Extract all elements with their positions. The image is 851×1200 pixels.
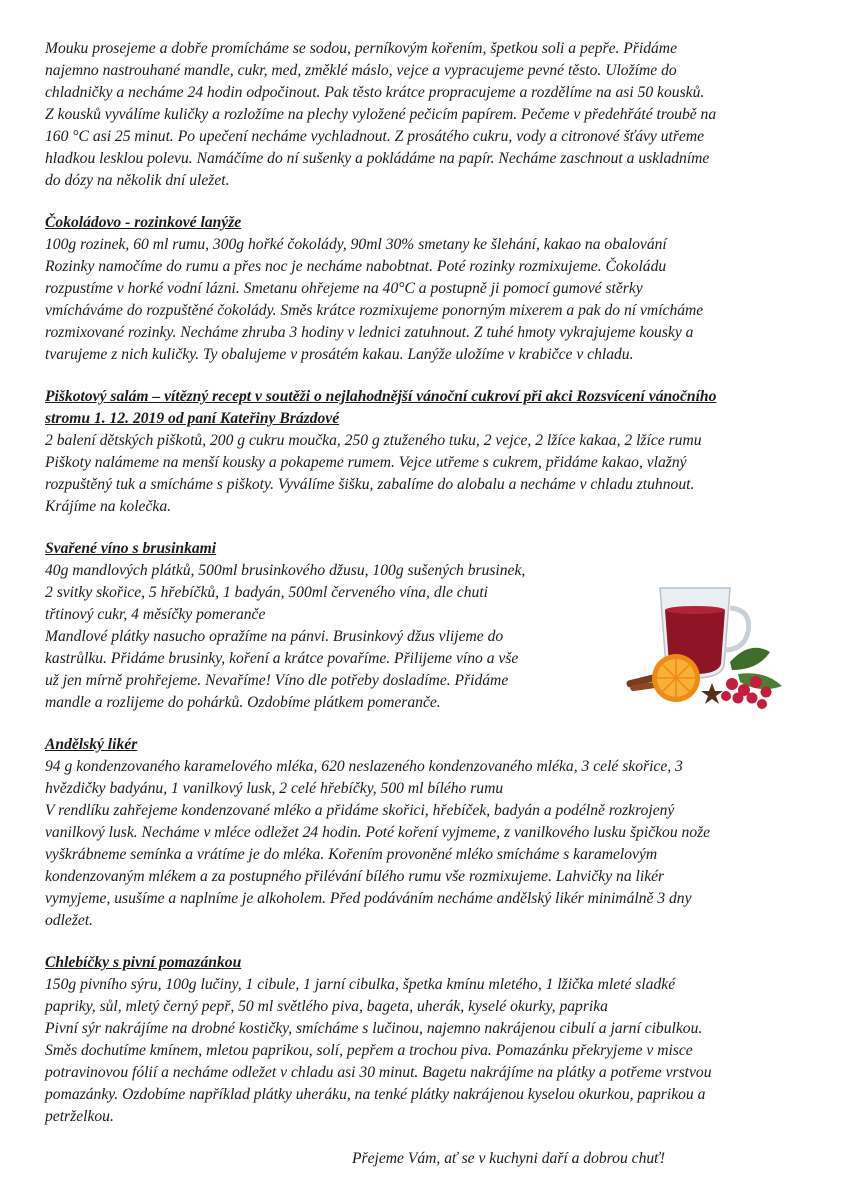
text-line: vmícháváme do rozpuštěné čokolády. Směs krátce rozmixujeme ponorným mixerem a pak do ní vmícháme — [45, 302, 704, 319]
text-line: vanilkový lusk. Necháme v mléce odležet 24 hodin. Poté koření vyjmeme, z vanilkového lusku špičkou nože — [45, 824, 711, 841]
text-line: Z kousků vyválíme kuličky a rozložíme na plechy vyložené pečicím papírem. Pečeme v předehřáté troubě na — [45, 106, 717, 123]
recipe-mulled-wine — [45, 538, 791, 714]
text-line: Mouku prosejeme a dobře promícháme se sodou, perníkovým kořením, špetkou soli a pepře. Přidáme — [45, 40, 677, 57]
text-line: odležet. — [45, 912, 94, 929]
text-line: 94 g kondenzovaného karamelového mléka, 620 neslazeného kondenzovaného mléka, 3 celé skořice, 3 — [45, 758, 683, 775]
text-line: 100g rozinek, 60 ml rumu, 300g hořké čokolády, 90ml 30% smetany ke šlehání, kakao na obalování — [45, 236, 667, 253]
recipe-truffles — [45, 212, 791, 366]
text-line: Krájíme na kolečka. — [45, 498, 172, 515]
text-line: papriky, sůl, mletý černý pepř, 50 ml světlého piva, bageta, uherák, kyselé okurky, paprika — [45, 998, 608, 1015]
star-anise — [701, 683, 723, 704]
recipe-title: Piškotový salám – vítězný recept v soutěži o nejlahodnější vánoční cukroví při akci Rozsvícení vánočního — [45, 388, 717, 405]
text-line: pomazánky. Ozdobíme například plátky uheráku, na tenké plátky nakrájenou kyselou okurkou, paprikou a — [45, 1086, 706, 1103]
text-line: hladkou lesklou polevu. Namáčíme do ní sušenky a pokládáme na papír. Necháme zaschnout a uskladníme — [45, 150, 710, 167]
text-line: mandle a rozlijeme do pohárků. Ozdobíme plátkem pomeranče. — [45, 694, 441, 711]
text-line: rozpustíme v horké vodní lázni. Smetanu ohřejeme na 40°C a postupně ji pomocí gumové stěrky — [45, 280, 643, 297]
text-line: Piškoty nalámeme na menší kousky a pokapeme rumem. Vejce utřeme s cukrem, přidáme kakao, vlažný — [45, 454, 687, 471]
text-line: 2 svitky skořice, 5 hřebíčků, 1 badyán, 500ml červeného vína, dle chuti — [45, 584, 488, 601]
text-line: 40g mandlových plátků, 500ml brusinkového džusu, 100g sušených brusinek, — [45, 562, 526, 579]
text-line: chladničky a necháme 24 hodin odpočinout. Pak těsto krátce propracujeme a rozdělíme na asi 50 kousků. — [45, 84, 705, 101]
text-line: Směs dochutíme kmínem, mletou paprikou, solí, pepřem a trochou piva. Pomazánku překryjeme v misce — [45, 1042, 693, 1059]
text-line: rozmixované rozinky. Necháme zhruba 3 hodiny v lednici zatuhnout. Z tuhé hmoty vykrajujeme kousky a — [45, 324, 694, 341]
text-line: najemno nastrouhané mandle, cukr, med, změklé máslo, vejce a vypracujeme pevné těsto. Uložíme do — [45, 62, 677, 79]
recipe-title: Svařené víno s brusinkami — [45, 540, 217, 557]
text-line: 150g pivního sýru, 100g lučiny, 1 cibule, 1 jarní cibulka, špetka kmínu mletého, 1 lžička mleté sladké — [45, 976, 676, 993]
text-line: kastrůlku. Přidáme brusinky, koření a krátce povaříme. Přilijeme víno a vše — [45, 650, 519, 667]
recipe-title: Chlebíčky s pivní pomazánkou — [45, 954, 242, 971]
text-line: hvězdičky badyánu, 1 vanilkový lusk, 2 celé hřebíčky, 500 ml bílého rumu — [45, 780, 504, 797]
text-line: do dózy na několik dní uležet. — [45, 172, 230, 189]
text-line: Rozinky namočíme do rumu a přes noc je necháme nabobtnat. Poté rozinky rozmixujeme. Čokoládu — [45, 258, 667, 275]
text-line: potravinovou fólií a necháme odležet v chladu asi 30 minut. Bagetu nakrájíme na plátky a potřeme vrstvou — [45, 1064, 712, 1081]
closing-wish: Přejeme Vám, ať se v kuchyni daří a dobrou chuť! — [352, 1150, 666, 1167]
recipe-beer-spread-sandwiches — [45, 952, 791, 1128]
text-line: už jen mírně prohřejeme. Nevaříme! Víno dle potřeby dosladíme. Přidáme — [45, 672, 509, 689]
text-line: Mandlové plátky nasucho opražíme na pánvi. Brusinkový džus vlijeme do — [45, 628, 504, 645]
text-line: vymyjeme, usušíme a naplníme je alkoholem. Před podáváním necháme andělský likér minimálně 3 dny — [45, 890, 692, 907]
mulled-wine-glass-image — [620, 570, 790, 710]
text-line: tvarujeme z nich kuličky. Ty obalujeme v prosátém kakau. Lanýže uložíme v krabičce v chladu. — [45, 346, 634, 363]
text-line: vyškrábneme semínka a vrátíme je do mléka. Kořením provoněné mléko smícháme s karamelovým — [45, 846, 658, 863]
text-line: třtinový cukr, 4 měsíčky pomeranče — [45, 606, 266, 623]
recipe-title-continued: stromu 1. 12. 2019 od paní Kateřiny Brázdové — [45, 410, 340, 427]
recipe-title: Andělský likér — [45, 736, 138, 753]
recipe-title: Čokoládovo - rozinkové lanýže — [45, 214, 242, 231]
text-line: 160 °C asi 25 minut. Po upečení necháme vychladnout. Z prosátého cukru, vody a citronové šťávy utřeme — [45, 128, 705, 145]
text-line: kondenzovaným mlékem a za postupného přilévání bílého rumu vše rozmixujeme. Lahvičky na likér — [45, 868, 665, 885]
text-line: Pivní sýr nakrájíme na drobné kostičky, smícháme s lučinou, najemno nakrájenou cibulí a jarní cibulkou. — [45, 1020, 703, 1037]
recipe-sponge-salami — [45, 386, 791, 518]
green-leaf — [730, 648, 770, 670]
text-line: petrželkou. — [45, 1108, 114, 1125]
gingerbread-instructions — [45, 38, 791, 192]
text-line: V rendlíku zahřejeme kondenzované mléko a přidáme skořici, hřebíček, badyán a podélně rozkrojený — [45, 802, 675, 819]
recipe-angel-liqueur — [45, 734, 791, 932]
text-line: 2 balení dětských piškotů, 200 g cukru moučka, 250 g ztuženého tuku, 2 vejce, 2 lžíce kakaa, 2 lžíce rumu — [45, 432, 702, 449]
wine-surface — [665, 606, 725, 614]
text-line: rozpuštěný tuk a smícháme s piškoty. Vyválíme šišku, zabalíme do alobalu a necháme v chladu ztuhnout. — [45, 476, 695, 493]
